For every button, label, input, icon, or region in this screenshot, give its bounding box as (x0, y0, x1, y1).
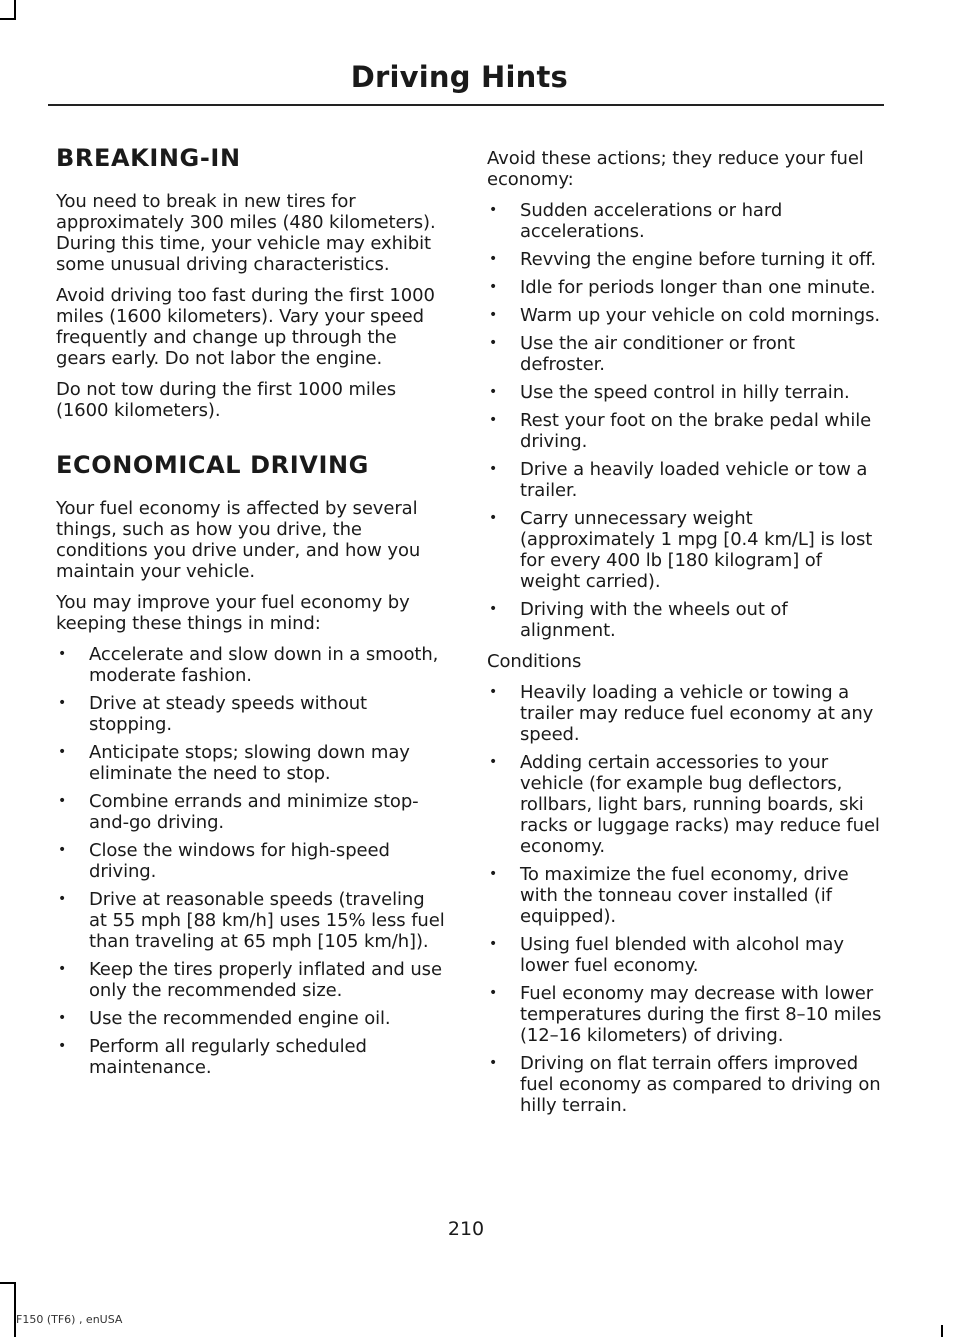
left-column (56, 144, 448, 1088)
conditions-list (487, 682, 882, 1116)
economical-paragraph: You may improve your fuel economy by keeping these things in mind: (56, 591, 410, 634)
list-item: • Drive a heavily loaded vehicle or tow a trailer. (487, 459, 882, 501)
list-item: • Driving with the wheels out of alignment. (487, 599, 882, 641)
crop-mark-bottom-right-v (941, 1325, 943, 1337)
list-item: • Close the windows for high-speed driving. (56, 840, 448, 882)
header-rule (48, 104, 884, 106)
list-item: • Driving on flat terrain offers improved fuel economy as compared to driving on hilly terrain. (487, 1053, 882, 1116)
crop-mark-bottom-left-h (0, 1282, 16, 1284)
list-item: • To maximize the fuel economy, drive with the tonneau cover installed (if equipped). (487, 864, 882, 927)
crop-mark-top-left-v (14, 0, 16, 20)
list-item: • Use the recommended engine oil. (56, 1008, 448, 1029)
list-item: • Rest your foot on the brake pedal while driving. (487, 410, 882, 452)
list-item: • Using fuel blended with alcohol may lower fuel economy. (487, 934, 882, 976)
breaking-in-paragraph: Avoid driving too fast during the first 1000 miles (1600 kilometers). Vary your speed frequently and change up through the gears early. Do not labor the engine. (56, 284, 435, 369)
crop-mark-top-left-h (0, 18, 16, 20)
list-item: • Heavily loading a vehicle or towing a trailer may reduce fuel economy at any speed. (487, 682, 882, 745)
breaking-in-paragraph: Do not tow during the first 1000 miles (1600 kilometers). (56, 378, 396, 421)
list-item: • Drive at steady speeds without stopping. (56, 693, 448, 735)
list-item: • Use the speed control in hilly terrain. (487, 382, 882, 403)
crop-mark-bottom-left-v (14, 1282, 16, 1337)
list-item: • Combine errands and minimize stop-and-go driving. (56, 791, 448, 833)
list-item: • Revving the engine before turning it off. (487, 249, 882, 270)
conditions-label: Conditions (487, 651, 582, 672)
list-item: • Anticipate stops; slowing down may eliminate the need to stop. (56, 742, 448, 784)
list-item: • Accelerate and slow down in a smooth, moderate fashion. (56, 644, 448, 686)
list-item: • Idle for periods longer than one minute. (487, 277, 882, 298)
avoid-intro: Avoid these actions; they reduce your fuel economy: (487, 148, 864, 190)
breaking-in-heading: BREAKING-IN (56, 144, 241, 172)
avoid-list (487, 200, 882, 641)
right-column (487, 148, 882, 1126)
list-item: • Carry unnecessary weight (approximately 1 mpg [0.4 km/L] is lost for every 400 lb [180 kilogram] of weight carried). (487, 508, 882, 592)
list-item: • Adding certain accessories to your vehicle (for example bug deflectors, rollbars, light bars, running boards, ski racks or luggage racks) may reduce fuel economy. (487, 752, 882, 857)
list-item: • Perform all regularly scheduled maintenance. (56, 1036, 448, 1078)
list-item: • Sudden accelerations or hard accelerations. (487, 200, 882, 242)
breaking-in-section (56, 144, 448, 421)
economical-driving-heading: ECONOMICAL DRIVING (56, 450, 369, 479)
economical-driving-section (56, 451, 448, 1078)
list-item: • Keep the tires properly inflated and use only the recommended size. (56, 959, 448, 1001)
list-item: • Use the air conditioner or front defroster. (487, 333, 882, 375)
breaking-in-paragraph: You need to break in new tires for approximately 300 miles (480 kilometers). During this time, your vehicle may exhibit some unusual driving characteristics. (56, 190, 436, 275)
page-number: 210 (447, 1218, 485, 1240)
fuel-tips-list (56, 644, 448, 1078)
footer-doc-id: F150 (TF6) , enUSA (16, 1313, 123, 1326)
page-header-title: Driving Hints (350, 60, 568, 94)
economical-paragraph: Your fuel economy is affected by several things, such as how you drive, the conditions you drive under, and how you maintain your vehicle. (56, 497, 421, 582)
list-item: • Warm up your vehicle on cold mornings. (487, 305, 882, 326)
list-item: • Fuel economy may decrease with lower temperatures during the first 8–10 miles (12–16 kilometers) of driving. (487, 983, 882, 1046)
list-item: • Drive at reasonable speeds (traveling at 55 mph [88 km/h] uses 15% less fuel than traveling at 65 mph [105 km/h]). (56, 889, 448, 952)
